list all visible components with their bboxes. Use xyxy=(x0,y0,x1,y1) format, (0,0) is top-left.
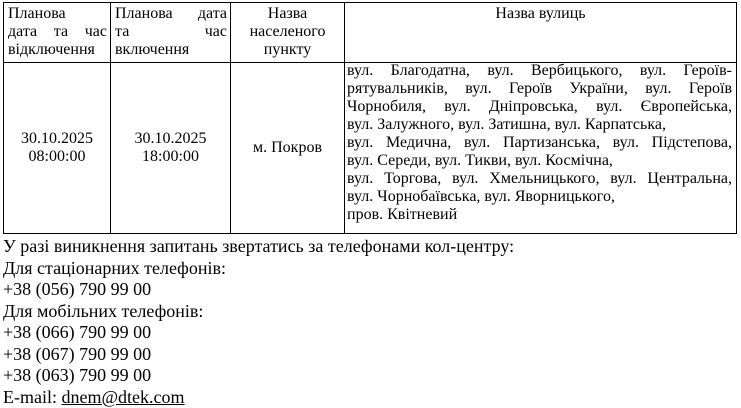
off-date: 30.10.2025 xyxy=(21,130,93,147)
locality-name: м. Покров xyxy=(252,139,322,156)
header-streets-label: Назва вулиць xyxy=(495,5,586,22)
cell-off-datetime xyxy=(4,63,111,234)
mobile-label: Для мобільних телефонів: xyxy=(3,300,204,321)
landline-label: Для стаціонарних телефонів: xyxy=(3,257,226,278)
header-on-time xyxy=(111,3,231,63)
header-off-time-line-2: дата та час xyxy=(8,23,107,40)
header-on-time-line-1: Планова дата xyxy=(115,5,227,22)
header-on-time-line-2: та час xyxy=(115,23,227,40)
off-time: 08:00:00 xyxy=(28,148,86,165)
header-locality xyxy=(231,3,345,63)
table-row xyxy=(4,63,737,234)
cell-streets xyxy=(345,63,737,234)
header-locality-line-3: пункту xyxy=(263,41,312,58)
contact-info xyxy=(3,236,514,408)
streets-line-8: вул. Чорнобаївська, вул. Яворницького, xyxy=(347,188,615,205)
streets-line-2: рятувальників, вул. Героїв України, вул. Героїв xyxy=(347,80,732,97)
cell-locality xyxy=(231,63,345,234)
header-off-time-line-1: Планова xyxy=(8,5,66,22)
streets-line-4: вул. Залужного, вул. Затишна, вул. Карпатська, xyxy=(347,116,666,133)
email-link[interactable]: dnem@dtek.com xyxy=(61,386,185,407)
contact-intro: У разі виникнення запитань звертатись за телефонами кол-центру: xyxy=(3,236,515,256)
mobile-number-3: +38 (063) 790 99 00 xyxy=(3,365,152,385)
on-time: 18:00:00 xyxy=(142,148,199,165)
streets-line-9: пров. Квітневий xyxy=(347,206,458,223)
streets-line-7: вул. Торгова, вул. Хмельницького, вул. Центральна, xyxy=(347,170,732,187)
table-header-row xyxy=(4,3,737,63)
on-date: 30.10.2025 xyxy=(134,130,207,147)
streets-line-3: Чорнобиля, вул. Дніпровська, вул. Європейська, xyxy=(347,98,732,115)
cell-on-datetime xyxy=(111,63,231,234)
landline-number: +38 (056) 790 99 00 xyxy=(3,279,152,299)
header-locality-line-2: населеного xyxy=(249,23,326,40)
header-off-time xyxy=(4,3,111,63)
streets-line-1: вул. Благодатна, вул. Вербицького, вул. Героїв- xyxy=(347,62,732,79)
mobile-number-2: +38 (067) 790 99 00 xyxy=(3,343,152,364)
outage-schedule-table xyxy=(3,2,737,234)
header-off-time-line-3: відключення xyxy=(8,41,95,58)
header-on-time-line-3: включення xyxy=(115,41,190,58)
email-label: E-mail: xyxy=(3,386,62,407)
header-streets xyxy=(345,3,737,63)
header-locality-line-1: Назва xyxy=(267,5,308,22)
email-line xyxy=(3,387,514,408)
mobile-number-1: +38 (066) 790 99 00 xyxy=(3,322,152,342)
streets-line-5: вул. Медична, вул. Партизанська, вул. Підстепова, xyxy=(347,134,732,151)
streets-line-6: вул. Середи, вул. Тикви, вул. Космічна, xyxy=(347,152,613,169)
